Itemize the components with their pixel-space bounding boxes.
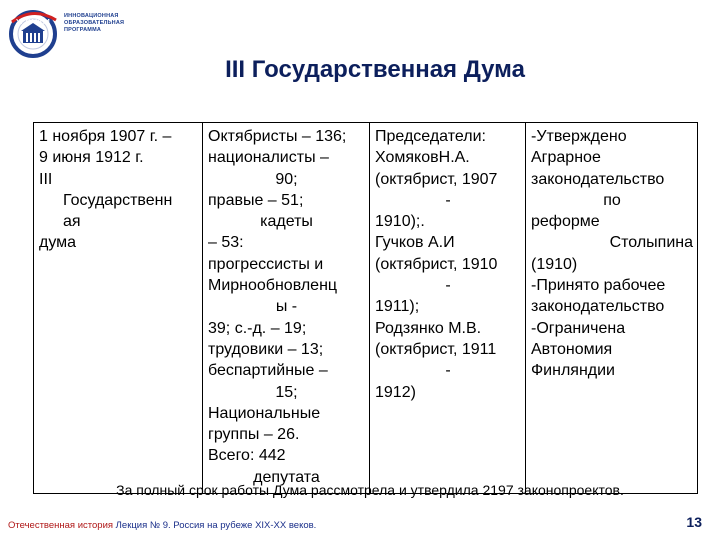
column-chairmen (370, 123, 526, 493)
footer-lecture: Лекция № 9. Россия на рубеже XIX-XX веков. (113, 520, 317, 531)
cell-line: 90; (275, 170, 298, 188)
cell-line: 1912) (375, 383, 416, 401)
logo-line-3: ПРОГРАММА (64, 27, 102, 33)
cell-line: правые – 51; (208, 191, 304, 209)
cell-line: кадеты (260, 213, 313, 231)
cell-line: группы – 26. (208, 426, 300, 444)
cell-line: (октябрист, 1911 (375, 340, 497, 358)
cell-line: -Ограничена (531, 319, 626, 337)
logo-line-1: ИННОВАЦИОННАЯ (64, 13, 119, 19)
cell-line: Столыпина (609, 234, 693, 252)
duma-table (33, 122, 698, 494)
cell-line: 39; с.-д. – 19; (208, 319, 307, 337)
cell-line: националисты – (208, 149, 329, 167)
cell-line: (октябрист, 1907 (375, 170, 498, 188)
cell-line: Автономия (531, 340, 613, 358)
cell-line: реформе (531, 213, 600, 231)
cell-line: - (445, 277, 451, 295)
cell-line: (1910) (531, 255, 578, 273)
footer-course: Отечественная история (8, 520, 114, 531)
cell-line: дума (39, 234, 77, 252)
cell-line: Государственн (63, 191, 173, 209)
cell-line: депутата (253, 468, 320, 486)
cell-line: ы - (275, 298, 298, 316)
cell-line: 9 июня 1912 г. (39, 149, 144, 167)
logo-abbr: УГТУ-УПИ (16, 19, 50, 26)
cell-line: Аграрное (531, 149, 601, 167)
column-composition (203, 123, 370, 493)
logo-caption (64, 13, 124, 34)
cell-line: -Утверждено (531, 128, 627, 145)
cell-line: ая (63, 213, 81, 231)
summary-note: За полный срок работы Дума рассмотрела и утвердила 2197 законопроектов. (116, 482, 624, 498)
cell-line: Всего: 442 (208, 447, 286, 465)
cell-line: Гучков А.И (375, 234, 455, 252)
footer-caption (8, 520, 316, 531)
university-logo (6, 4, 125, 60)
cell-line: прогрессисты и (208, 255, 324, 273)
cell-line: 1911); (375, 298, 420, 316)
cell-line: Мирнообновленц (208, 277, 338, 295)
cell-line: ХомяковН.А. (375, 149, 470, 167)
column-dates (34, 123, 203, 493)
cell-line: - (445, 362, 451, 380)
slide-title: III Государственная Дума (225, 56, 525, 83)
column-results (526, 123, 697, 493)
logo-line-2: ОБРАЗОВАТЕЛЬНАЯ (64, 20, 125, 26)
cell-line: 15; (275, 383, 298, 401)
cell-line: беспартийные – (208, 362, 328, 380)
cell-line: -Принято рабочее (531, 277, 666, 295)
cell-line: - (445, 191, 451, 209)
cell-line: по (603, 191, 621, 209)
cell-line: Родзянко М.В. (375, 319, 482, 337)
cell-line: Национальные (208, 404, 321, 422)
page-number: 13 (686, 514, 702, 530)
cell-line: 1 ноября 1907 г. – (39, 128, 172, 145)
cell-line: законодательство (531, 170, 665, 188)
cell-line: Финляндии (531, 362, 615, 380)
cell-line: Председатели: (375, 128, 486, 145)
cell-line: (октябрист, 1910 (375, 255, 498, 273)
cell-line: Октябристы – 136; (208, 128, 347, 145)
cell-line: законодательство (531, 298, 665, 316)
logo-emblem-icon (6, 4, 62, 60)
cell-line: III (39, 170, 53, 188)
cell-line: – 53: (208, 234, 244, 252)
cell-line: трудовики – 13; (208, 340, 324, 358)
cell-line: 1910);. (375, 213, 425, 231)
